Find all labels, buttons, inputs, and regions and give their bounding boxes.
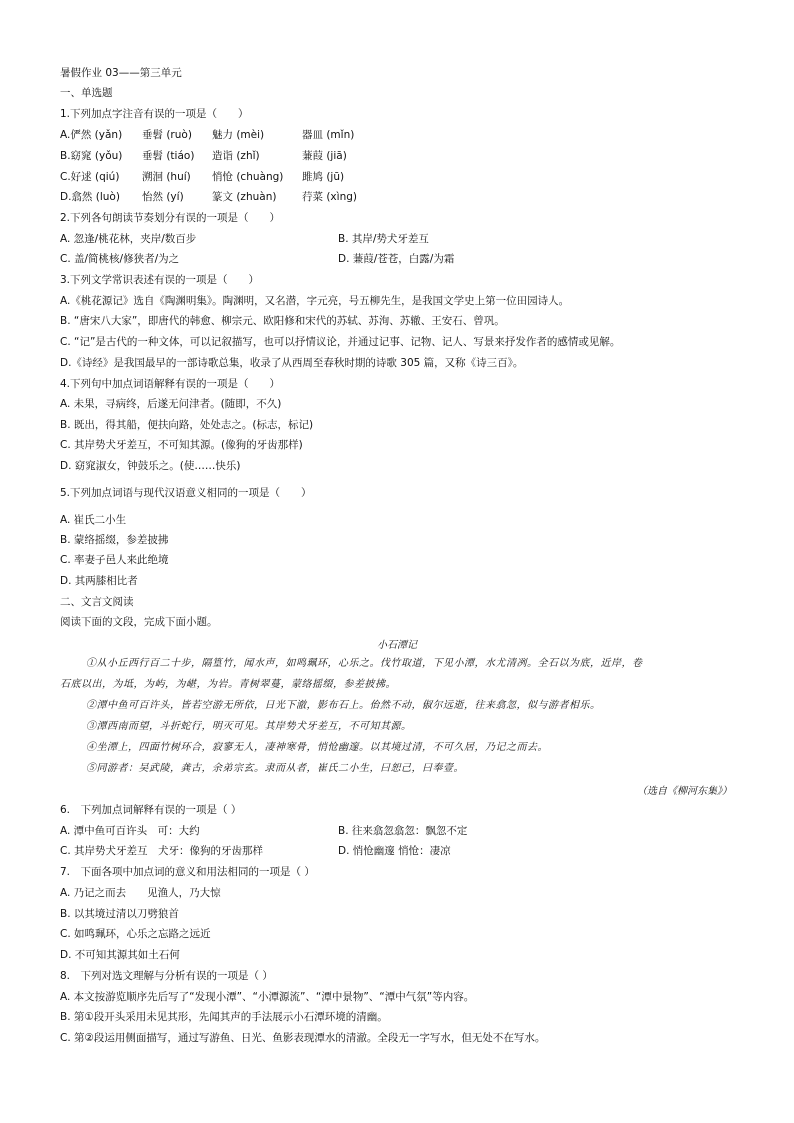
q1-option-b-2: 垂髫 (tiáo) <box>142 150 195 162</box>
q1-option-b-4: 蒹葭 (jiā) <box>302 150 347 162</box>
q4-option-d: D. 窈窕淑女，钟鼓乐之。(使……快乐) <box>60 460 241 472</box>
section-heading-single-choice: 一、单选题 <box>60 87 113 99</box>
q6-stem: 6. 下列加点词解释有误的一项是（ ） <box>60 804 242 816</box>
passage-paragraph-5: ⑤同游者：吴武陵，龚古，余弟宗玄。隶而从者，崔氏二小生，曰恕己，曰奉壹。 <box>86 763 464 774</box>
q6-option-a: A. 潭中鱼可百许头 可：大约 <box>60 825 200 837</box>
q7-option-b: B. 以其境过清以刀劈狼首 <box>60 908 179 920</box>
q4-stem: 4.下列句中加点词语解释有误的一项是（ ） <box>60 378 281 390</box>
q2-option-b: B. 其岸/势犬牙差互 <box>338 233 429 245</box>
q2-stem: 2.下列各句朗读节奏划分有误的一项是（ ） <box>60 212 281 224</box>
q4-option-a: A. 未果，寻病终，后遂无问津者。(随即，不久) <box>60 398 282 410</box>
q1-option-d-4: 荇菜 (xìng) <box>302 191 357 203</box>
q2-option-a: A. 忽逢/桃花林，夹岸/数百步 <box>60 233 197 245</box>
q3-option-b: B. “唐宋八大家”，即唐代的韩愈、柳宗元、欧阳修和宋代的苏轼、苏洵、苏辙、王安石、曾巩。 <box>60 315 505 327</box>
q1-option-a-4: 器皿 (mǐn) <box>302 129 355 141</box>
q1-option-d-2: 怡然 (yí) <box>142 191 184 203</box>
q6-option-b: B. 往来翕忽翕忽：飘忽不定 <box>338 825 468 837</box>
q7-option-a: A. 乃记之而去 见渔人，乃大惊 <box>60 887 221 899</box>
q3-stem: 3.下列文学常识表述有误的一项是（ ） <box>60 274 260 286</box>
q4-option-b: B. 既出，得其船，便扶向路，处处志之。(标志，标记) <box>60 419 314 431</box>
q7-option-c: C. 如鸣珮环，心乐之忘路之远近 <box>60 928 211 940</box>
q2-option-d: D. 蒹葭/苍苍，白露/为霜 <box>338 253 455 265</box>
section-heading-classical-reading: 二、文言文阅读 <box>60 596 134 608</box>
q8-option-b: B. 第①段开头采用未见其形，先闻其声的手法展示小石潭环境的清幽。 <box>60 1011 388 1023</box>
q7-option-d: D. 不可知其源其如土石何 <box>60 949 180 961</box>
q6-option-c: C. 其岸势犬牙差互 犬牙：像狗的牙齿那样 <box>60 845 264 857</box>
q5-option-a: A. 崔氏二小生 <box>60 514 127 526</box>
q1-option-d-1: D.翕然 (luò) <box>60 191 120 203</box>
q3-option-c: C. “记”是古代的一种文体，可以记叙描写，也可以抒情议论，并通过记事、记物、记人、写景来抒发作者的感情或见解。 <box>60 336 621 348</box>
q8-option-c: C. 第②段运用侧面描写，通过写游鱼、日光、鱼影表现潭水的清澈。全段无一字写水，但无处不在写水。 <box>60 1032 546 1044</box>
q1-option-a-3: 魅力 (mèi) <box>212 129 265 141</box>
q1-option-c-4: 雎鸠 (jū) <box>302 171 345 183</box>
q8-option-a: A. 本文按游览顺序先后写了“发现小潭”、“小潭源流”、“潭中景物”、“潭中气氛”等内容。 <box>60 991 475 1003</box>
q1-option-c-2: 溯洄 (huí) <box>142 171 191 183</box>
q8-stem: 8. 下列对选文理解与分析有误的一项是（ ） <box>60 970 273 982</box>
q3-option-d: D.《诗经》是我国最早的一部诗歌总集，收录了从西周至春秋时期的诗歌 305 篇，又称《诗三百》。 <box>60 357 524 369</box>
q5-stem: 5.下列加点词语与现代汉语意义相同的一项是（ ） <box>60 487 312 499</box>
passage-source: （选自《柳河东集》） <box>637 786 732 797</box>
passage-paragraph-3: ③潭西南而望，斗折蛇行，明灭可见。其岸势犬牙差互，不可知其源。 <box>86 721 412 732</box>
q1-option-b-1: B.窈窕 (yǒu) <box>60 150 123 162</box>
q1-option-c-3: 悄怆 (chuàng) <box>212 171 284 183</box>
q6-option-d: D. 悄怆幽邃 悄怆：凄凉 <box>338 845 451 857</box>
passage-paragraph-2: ②潭中鱼可百许头，皆若空游无所依，日光下澈，影布石上。佁然不动，俶尔远逝，往来翕忽，似与游者相乐。 <box>86 700 601 711</box>
q1-option-a-1: A.俨然 (yǎn) <box>60 129 123 141</box>
passage-paragraph-1-line-2: 石底以出，为坻，为屿，为嵁，为岩。青树翠蔓，蒙络摇缀，参差披拂。 <box>60 679 396 690</box>
q3-option-a: A.《桃花源记》选自《陶渊明集》。陶渊明，又名潜，字元亮，号五柳先生，是我国文学史上第一位田园诗人。 <box>60 295 570 307</box>
q1-option-a-2: 垂髫 (ruò) <box>142 129 192 141</box>
q5-option-c: C. 率妻子邑人来此绝境 <box>60 554 169 566</box>
passage-paragraph-4: ④坐潭上，四面竹树环合，寂寥无人，凄神寒骨，悄怆幽邃。以其境过清，不可久居，乃记之而去。 <box>86 742 548 753</box>
document-title: 暑假作业 03——第三单元 <box>60 67 182 79</box>
q7-stem: 7. 下面各项中加点词的意义和用法相同的一项是（ ） <box>60 866 315 878</box>
passage-title: 小石潭记 <box>377 640 417 651</box>
q1-option-b-3: 造诣 (zhǐ) <box>212 150 260 162</box>
q2-option-c: C. 盖/简桃核/修狭者/为之 <box>60 253 180 265</box>
q1-option-d-3: 篆文 (zhuàn) <box>212 191 277 203</box>
q1-stem: 1.下列加点字注音有误的一项是（ ） <box>60 108 249 120</box>
passage-paragraph-1-line-1: ①从小丘西行百二十步，隔篁竹，闻水声，如鸣珮环，心乐之。伐竹取道，下见小潭，水尤清冽。全石以为底，近岸，卷 <box>86 658 643 669</box>
q5-option-b: B. 蒙络摇缀，参差披拂 <box>60 534 169 546</box>
q4-option-c: C. 其岸势犬牙差互，不可知其源。(像狗的牙齿那样) <box>60 439 303 451</box>
q1-option-c-1: C.好逑 (qiú) <box>60 171 120 183</box>
q5-option-d: D. 其两膝相比者 <box>60 575 138 587</box>
reading-intro: 阅读下面的文段，完成下面小题。 <box>60 616 218 628</box>
